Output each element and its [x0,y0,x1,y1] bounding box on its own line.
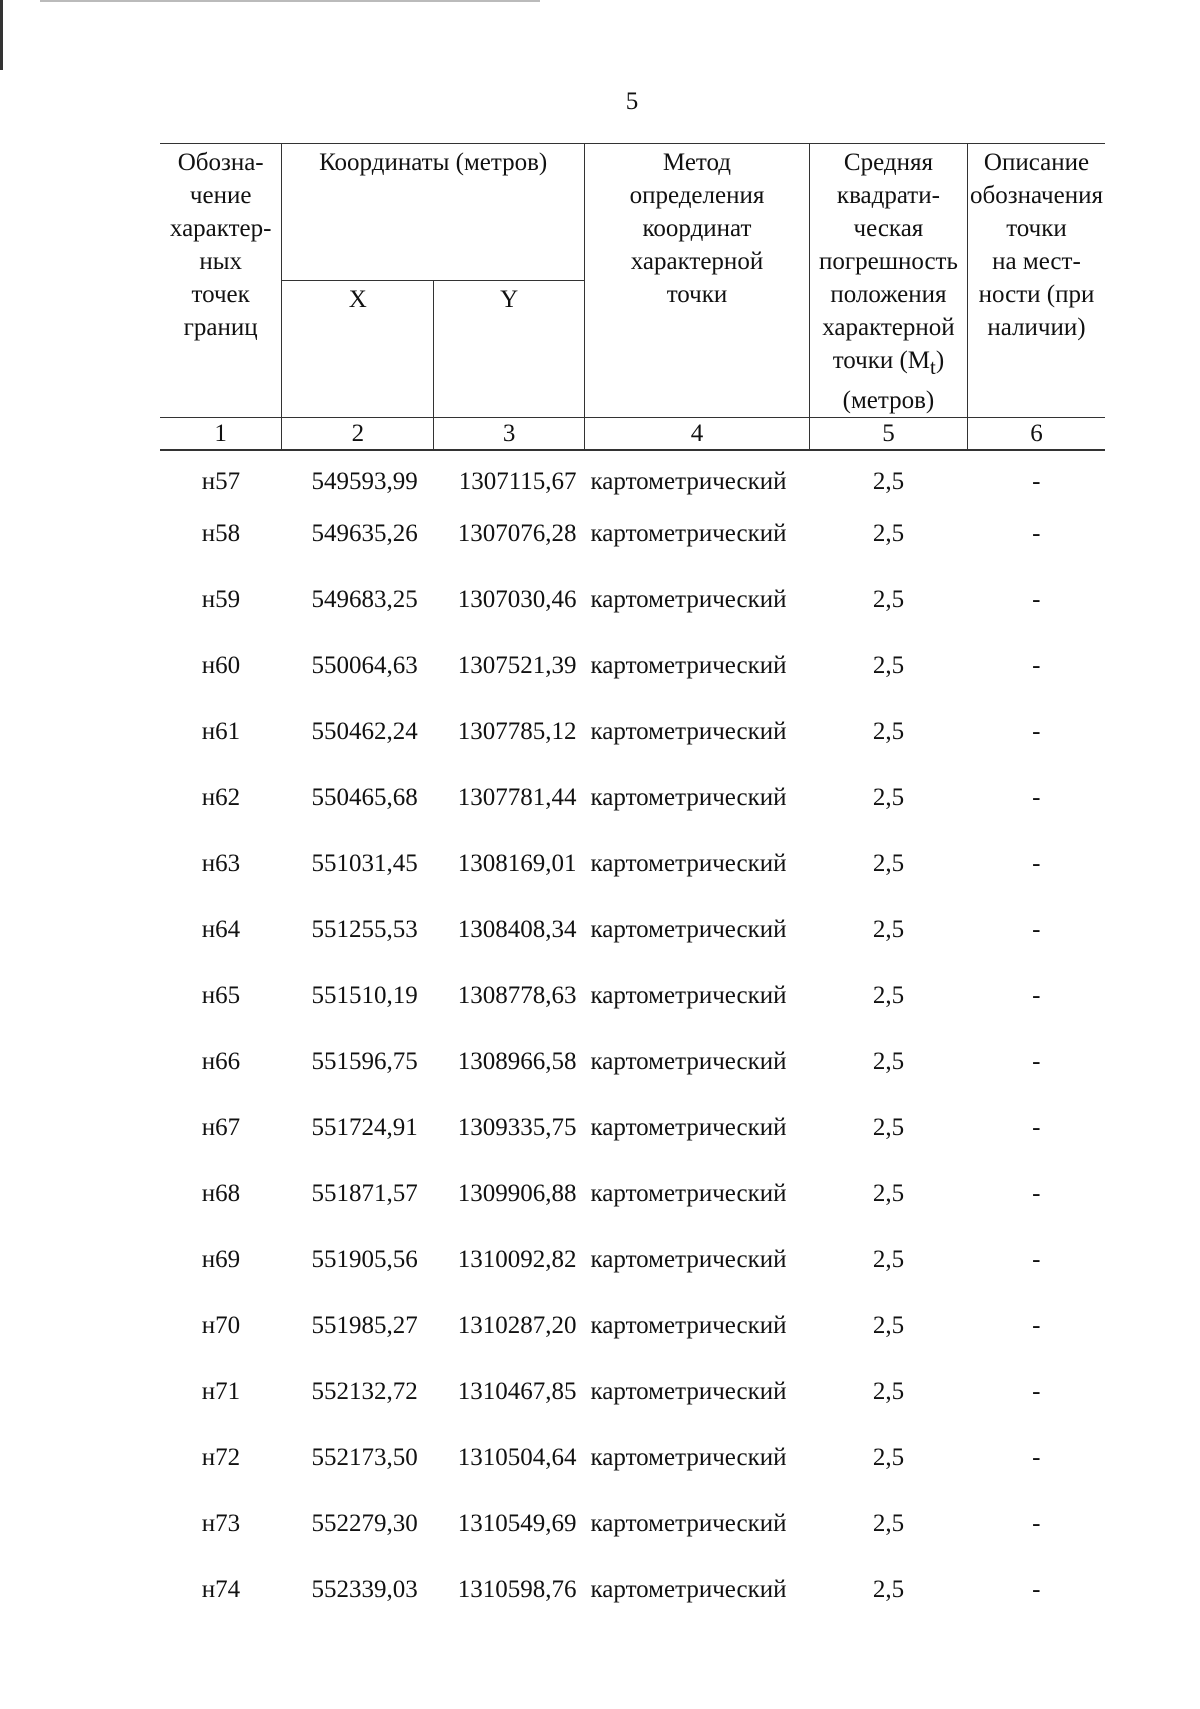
y-cell: 1308408,34 [457,916,577,943]
x-cell: 551510,19 [311,982,418,1009]
error-cell: 2,5 [872,520,905,547]
point-cell: н66 [201,1048,241,1075]
header-line: Описание [983,149,1090,176]
column-number: 4 [585,418,810,451]
error-cell: 2,5 [872,718,905,745]
table-row [160,583,1105,649]
point-cell: н57 [201,468,241,495]
header-line: характер- [169,215,272,242]
y-cell: 1308966,58 [457,1048,577,1075]
page-number: 5 [625,88,639,115]
x-cell: 550064,63 [311,652,418,679]
y-cell: 1307115,67 [458,468,577,495]
x-cell: 551031,45 [311,850,418,877]
error-cell: 2,5 [872,1048,905,1075]
header-line: точки [666,281,728,308]
header-line: ческая [853,215,924,242]
error-cell: 2,5 [872,468,905,495]
boundary-points-table [160,143,1105,1639]
y-cell: 1307076,28 [457,520,577,547]
header-line: определения [629,182,765,209]
description-cell: - [1032,982,1041,1009]
error-cell: 2,5 [872,784,905,811]
column-number: 6 [967,418,1105,451]
method-cell: картометрический [590,1444,787,1471]
y-cell: 1308169,01 [457,850,577,877]
description-cell: - [1032,718,1041,745]
point-cell: н58 [201,520,241,547]
table-row [160,1309,1105,1375]
table-row [160,1375,1105,1441]
x-cell: 551596,75 [311,1048,418,1075]
point-cell: н67 [201,1114,241,1141]
error-cell: 2,5 [872,850,905,877]
method-cell: картометрический [590,850,787,877]
y-cell: 1308778,63 [457,982,577,1009]
method-cell: картометрический [590,1510,787,1537]
method-cell: картометрический [590,586,787,613]
table-row [160,1573,1105,1639]
y-cell: 1307030,46 [457,586,577,613]
y-cell: 1310092,82 [457,1246,577,1273]
table-row [160,781,1105,847]
description-cell: - [1032,586,1041,613]
description-cell: - [1032,916,1041,943]
x-cell: 551255,53 [311,916,418,943]
point-cell: н64 [201,916,241,943]
table-row [160,1243,1105,1309]
x-cell: 550465,68 [311,784,418,811]
error-cell: 2,5 [872,1510,905,1537]
y-cell: 1310287,20 [457,1312,577,1339]
header-designation [160,144,282,418]
column-number: 3 [434,418,585,451]
header-subscript: t [930,355,936,379]
table-row [160,1507,1105,1573]
method-cell: картометрический [590,1114,787,1141]
error-cell: 2,5 [872,1378,905,1405]
x-cell: 551871,57 [311,1180,418,1207]
column-number: 5 [809,418,967,451]
description-cell: - [1032,1312,1041,1339]
scan-left-edge [0,0,3,70]
y-cell: 1307781,44 [457,784,577,811]
method-cell: картометрический [590,1312,787,1339]
header-coordinates: Координаты (метров) [282,144,585,281]
header-line: характерной [822,314,955,341]
header-line: Метод [662,149,732,176]
error-cell: 2,5 [872,1246,905,1273]
table-row [160,913,1105,979]
error-cell: 2,5 [872,586,905,613]
table-row [160,649,1105,715]
column-number: 2 [282,418,434,451]
header-line: ных [199,248,243,275]
error-cell: 2,5 [872,1312,905,1339]
y-cell: 1310467,85 [457,1378,577,1405]
y-cell: 1310549,69 [457,1510,577,1537]
description-cell: - [1032,1576,1041,1603]
error-cell: 2,5 [872,1180,905,1207]
header-description [967,144,1105,418]
scan-top-rule [40,0,540,2]
header-line: обозначения [969,182,1103,209]
header-y: Y [434,281,585,418]
x-cell: 551985,27 [311,1312,418,1339]
table-row [160,517,1105,583]
y-cell: 1309335,75 [457,1114,577,1141]
header-line: границ [183,314,258,341]
point-cell: н63 [201,850,241,877]
header-line: точек [191,281,250,308]
description-cell: - [1032,468,1041,495]
table-row [160,1045,1105,1111]
header-line: ) [935,347,945,374]
method-cell: картометрический [590,652,787,679]
x-cell: 552279,30 [311,1510,418,1537]
method-cell: картометрический [590,468,787,495]
description-cell: - [1032,1048,1041,1075]
header-line: наличии) [987,314,1086,341]
header-line: чение [189,182,252,209]
y-cell: 1309906,88 [457,1180,577,1207]
method-cell: картометрический [590,784,787,811]
header-x: X [282,281,434,418]
description-cell: - [1032,784,1041,811]
header-line: на мест- [992,248,1081,275]
x-cell: 552339,03 [311,1576,418,1603]
method-cell: картометрический [590,1246,787,1273]
header-line: квадрати- [836,182,940,209]
point-cell: н60 [201,652,241,679]
description-cell: - [1032,1114,1041,1141]
header-line: координат [642,215,752,242]
x-cell: 551905,56 [311,1246,418,1273]
point-cell: н65 [201,982,241,1009]
y-cell: 1307521,39 [457,652,577,679]
header-line: Обозна- [177,149,264,176]
point-cell: н73 [201,1510,241,1537]
error-cell: 2,5 [872,1576,905,1603]
table-row [160,847,1105,913]
method-cell: картометрический [590,982,787,1009]
table-row [160,450,1105,517]
method-cell: картометрический [590,718,787,745]
point-cell: н62 [201,784,241,811]
table-body [160,450,1105,1639]
x-cell: 549635,26 [311,520,418,547]
point-cell: н72 [201,1444,241,1471]
header-line: Средняя [843,149,933,176]
error-cell: 2,5 [872,1444,905,1471]
x-cell: 552173,50 [311,1444,418,1471]
header-line: погрешность [818,248,958,275]
point-cell: н59 [201,586,241,613]
description-cell: - [1032,1246,1041,1273]
x-cell: 550462,24 [311,718,418,745]
point-cell: н69 [201,1246,241,1273]
x-cell: 552132,72 [311,1378,418,1405]
header-line: характерной [630,248,764,275]
point-cell: н68 [201,1180,241,1207]
point-cell: н70 [201,1312,241,1339]
x-cell: 551724,91 [311,1114,418,1141]
description-cell: - [1032,850,1041,877]
x-cell: 549683,25 [311,586,418,613]
description-cell: - [1032,1444,1041,1471]
header-method [585,144,810,418]
header-line: точки (M [832,347,931,374]
error-cell: 2,5 [872,1114,905,1141]
table-row [160,1111,1105,1177]
point-cell: н71 [201,1378,241,1405]
table-row [160,1441,1105,1507]
method-cell: картометрический [590,1180,787,1207]
method-cell: картометрический [590,1576,787,1603]
description-cell: - [1032,1510,1041,1537]
error-cell: 2,5 [872,982,905,1009]
error-cell: 2,5 [872,652,905,679]
point-cell: н74 [201,1576,241,1603]
table-row [160,1177,1105,1243]
description-cell: - [1032,652,1041,679]
description-cell: - [1032,1180,1041,1207]
y-cell: 1310504,64 [457,1444,577,1471]
point-cell: н61 [201,718,241,745]
method-cell: картометрический [590,1378,787,1405]
header-line: положения [830,281,947,308]
method-cell: картометрический [590,916,787,943]
y-cell: 1310598,76 [457,1576,577,1603]
table-row [160,715,1105,781]
header-line: точки [1006,215,1067,242]
description-cell: - [1032,1378,1041,1405]
header-error [809,144,967,418]
header-line: (метров) [842,387,935,414]
method-cell: картометрический [590,520,787,547]
column-number: 1 [160,418,282,451]
x-cell: 549593,99 [311,468,418,495]
method-cell: картометрический [590,1048,787,1075]
y-cell: 1307785,12 [457,718,577,745]
header-line: ности (при [978,281,1095,308]
table-row [160,979,1105,1045]
description-cell: - [1032,520,1041,547]
error-cell: 2,5 [872,916,905,943]
